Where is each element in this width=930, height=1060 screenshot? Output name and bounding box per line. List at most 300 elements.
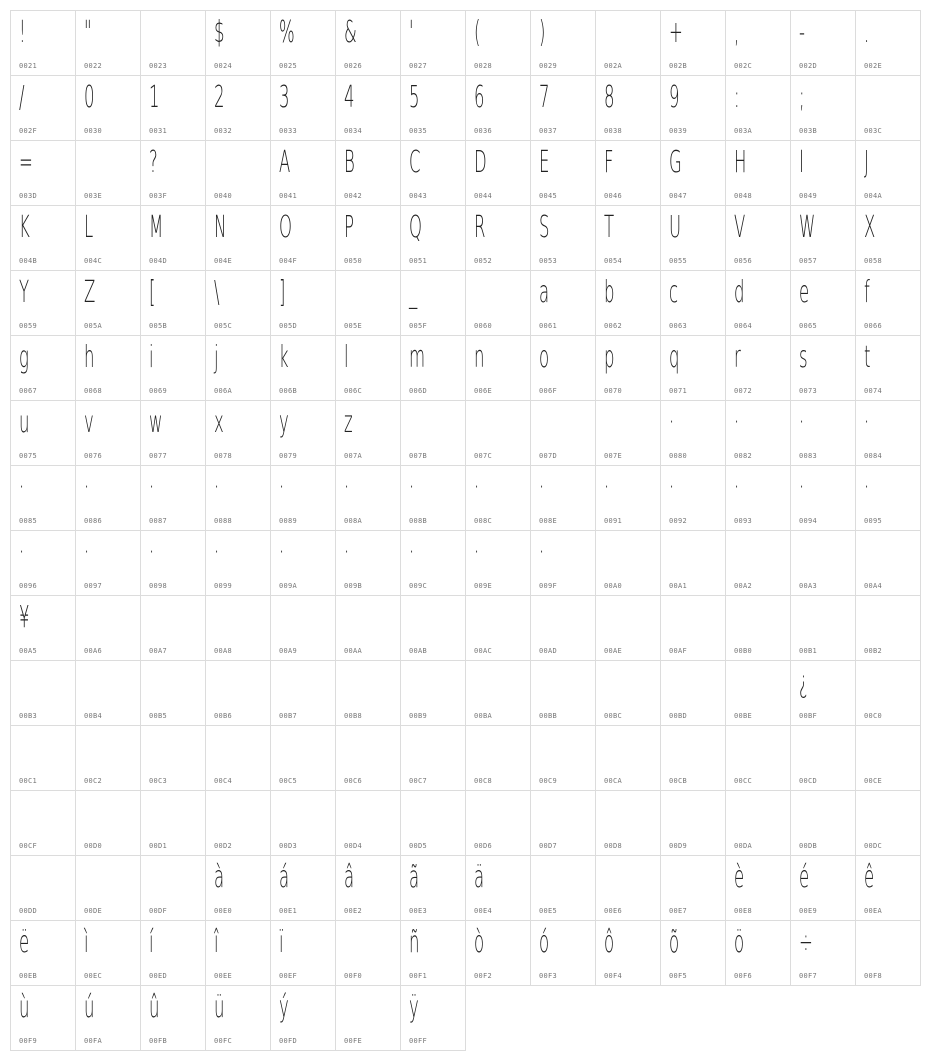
glyph-preview: U [669,210,682,245]
glyph-code-label: 00DC [864,842,883,850]
glyph-code-label: 00DE [84,907,103,915]
glyph-code-label: 0048 [734,192,753,200]
glyph-cell [335,335,401,401]
glyph-cell [75,140,141,206]
glyph-code-label: 0087 [149,517,168,525]
glyph-preview: ¿ [799,665,808,700]
glyph-cell [790,205,856,271]
glyph-cell [530,725,596,791]
glyph-cell [855,725,921,791]
glyph-code-label: 003D [19,192,38,200]
glyph-code-label: 00E8 [734,907,753,915]
glyph-preview: ô [604,925,615,960]
glyph-code-label: 00C5 [279,777,298,785]
glyph-cell [335,10,401,76]
glyph-cell [465,465,531,531]
glyph-preview: · [474,470,480,505]
glyph-code-label: 006C [344,387,363,395]
glyph-code-label: 00BA [474,712,493,720]
glyph-code-label: 0058 [864,257,883,265]
glyph-cell [75,75,141,141]
glyph-cell [270,855,336,921]
glyph-code-label: 00C7 [409,777,428,785]
glyph-code-label: 0057 [799,257,818,265]
glyph-code-label: 00DA [734,842,753,850]
glyph-cell [855,530,921,596]
glyph-code-label: 00EF [279,972,298,980]
glyph-preview: 2 [214,80,225,115]
glyph-cell [270,660,336,726]
glyph-preview: B [344,145,355,180]
glyph-code-label: 00F2 [474,972,493,980]
glyph-code-label: 0039 [669,127,688,135]
glyph-cell [205,855,271,921]
glyph-cell [790,725,856,791]
glyph-preview: I [799,145,804,180]
glyph-code-label: 00B8 [344,712,363,720]
glyph-cell [660,790,726,856]
glyph-cell [400,335,466,401]
glyph-code-label: 00EA [864,907,883,915]
glyph-cell [140,660,206,726]
glyph-preview: · [84,470,90,505]
glyph-cell [530,790,596,856]
glyph-cell [790,75,856,141]
glyph-code-label: 00A7 [149,647,168,655]
glyph-cell [205,985,271,1051]
glyph-preview: . [864,15,870,50]
glyph-cell [10,335,76,401]
glyph-cell [140,985,206,1051]
glyph-code-label: 005D [279,322,298,330]
glyph-cell [270,205,336,271]
glyph-preview: e [799,275,810,310]
glyph-code-label: 00EB [19,972,38,980]
glyph-code-label: 0080 [669,452,688,460]
glyph-code-label: 00BE [734,712,753,720]
glyph-preview: · [149,470,155,505]
glyph-code-label: 006E [474,387,493,395]
glyph-preview: b [604,275,615,310]
glyph-cell [270,920,336,986]
glyph-preview: ö [734,925,745,960]
glyph-code-label: 0088 [214,517,233,525]
glyph-code-label: 0065 [799,322,818,330]
glyph-preview: \ [214,275,220,310]
glyph-code-label: 0030 [84,127,103,135]
glyph-cell [140,790,206,856]
glyph-preview: o [539,340,550,375]
glyph-cell [595,725,661,791]
glyph-cell [855,270,921,336]
glyph-code-label: 005C [214,322,233,330]
glyph-preview: ó [539,925,550,960]
glyph-code-label: 0050 [344,257,363,265]
glyph-cell [140,140,206,206]
glyph-cell [595,465,661,531]
glyph-code-label: 00F5 [669,972,688,980]
glyph-cell [725,400,791,466]
glyph-preview: A [279,145,291,180]
glyph-preview: · [474,535,480,570]
glyph-preview: · [149,535,155,570]
glyph-code-label: 0094 [799,517,818,525]
glyph-preview: % [279,15,295,50]
glyph-cell [530,595,596,661]
glyph-code-label: 006B [279,387,298,395]
glyph-code-label: 0055 [669,257,688,265]
glyph-cell [335,920,401,986]
glyph-cell [140,400,206,466]
glyph-preview: 7 [539,80,550,115]
glyph-code-label: 00AD [539,647,558,655]
glyph-preview: s [799,340,808,375]
glyph-preview: / [19,80,25,115]
glyph-code-label: 00C8 [474,777,493,785]
glyph-preview: · [214,470,220,505]
glyph-preview: K [19,210,30,245]
glyph-code-label: 00EC [84,972,103,980]
glyph-preview: v [84,405,94,440]
glyph-code-label: 002B [669,62,688,70]
glyph-preview: á [279,860,290,895]
glyph-code-label: 0052 [474,257,493,265]
glyph-preview: è [734,860,745,895]
glyph-code-label: 00E7 [669,907,688,915]
glyph-cell [725,725,791,791]
glyph-cell [530,270,596,336]
glyph-cell [790,465,856,531]
glyph-cell [530,530,596,596]
glyph-code-label: 004B [19,257,38,265]
glyph-code-label: 00E3 [409,907,428,915]
glyph-cell [595,595,661,661]
glyph-cell [660,595,726,661]
glyph-preview: ë [19,925,30,960]
glyph-code-label: 00D6 [474,842,493,850]
glyph-code-label: 003B [799,127,818,135]
glyph-cell [75,855,141,921]
glyph-code-label: 00D8 [604,842,623,850]
glyph-code-label: 0022 [84,62,103,70]
glyph-cell [335,985,401,1051]
glyph-code-label: 00EE [214,972,233,980]
glyph-code-label: 007C [474,452,493,460]
glyph-code-label: 0042 [344,192,363,200]
glyph-cell [725,530,791,596]
glyph-cell [855,400,921,466]
glyph-code-label: 00F8 [864,972,883,980]
glyph-cell [725,920,791,986]
glyph-cell [660,855,726,921]
glyph-cell [855,920,921,986]
glyph-cell [790,530,856,596]
glyph-code-label: 008E [539,517,558,525]
glyph-cell [725,205,791,271]
glyph-code-label: 0092 [669,517,688,525]
glyph-preview: · [799,405,805,440]
glyph-code-label: 0025 [279,62,298,70]
glyph-preview: + [669,15,683,50]
glyph-code-label: 0097 [84,582,103,590]
glyph-code-label: 0023 [149,62,168,70]
glyph-cell [595,10,661,76]
glyph-code-label: 0024 [214,62,233,70]
glyph-preview: M [149,210,164,245]
glyph-preview: N [214,210,227,245]
glyph-cell [140,920,206,986]
glyph-code-label: 0036 [474,127,493,135]
glyph-cell [400,790,466,856]
glyph-code-label: 0026 [344,62,363,70]
glyph-cell [465,205,531,271]
glyph-code-label: 00E1 [279,907,298,915]
glyph-code-label: 002A [604,62,623,70]
glyph-code-label: 00DD [19,907,38,915]
glyph-code-label: 006F [539,387,558,395]
glyph-cell [725,465,791,531]
glyph-cell [75,10,141,76]
glyph-code-label: 0077 [149,452,168,460]
glyph-cell [270,400,336,466]
glyph-preview: a [539,275,550,310]
glyph-cell [465,790,531,856]
glyph-cell [725,10,791,76]
glyph-cell [790,855,856,921]
glyph-code-label: 00FD [279,1037,298,1045]
glyph-code-label: 005B [149,322,168,330]
glyph-code-label: 00AB [409,647,428,655]
glyph-code-label: 009C [409,582,428,590]
glyph-cell [75,530,141,596]
glyph-preview: : [734,80,740,115]
glyph-preview: h [84,340,95,375]
glyph-code-label: 007A [344,452,363,460]
glyph-preview: u [19,405,30,440]
glyph-code-label: 00BB [539,712,558,720]
glyph-preview: ] [279,275,286,310]
glyph-cell [530,465,596,531]
glyph-code-label: 00AF [669,647,688,655]
glyph-preview: · [734,470,740,505]
glyph-preview: J [864,145,869,180]
glyph-cell [595,530,661,596]
glyph-cell [660,270,726,336]
glyph-cell [205,270,271,336]
glyph-cell [335,725,401,791]
glyph-cell [400,985,466,1051]
glyph-cell [335,270,401,336]
glyph-code-label: 00FA [84,1037,103,1045]
glyph-preview: 0 [84,80,95,115]
glyph-code-label: 0043 [409,192,428,200]
glyph-cell [140,335,206,401]
glyph-cell [270,465,336,531]
glyph-code-label: 0082 [734,452,753,460]
glyph-code-label: 0054 [604,257,623,265]
glyph-cell [725,660,791,726]
glyph-cell [10,985,76,1051]
glyph-cell [855,205,921,271]
glyph-code-label: 003F [149,192,168,200]
glyph-cell [400,400,466,466]
glyph-code-label: 00FC [214,1037,233,1045]
glyph-cell [595,920,661,986]
glyph-code-label: 0074 [864,387,883,395]
glyph-preview: c [669,275,679,310]
glyph-preview: · [409,535,415,570]
glyph-cell [205,790,271,856]
glyph-preview: R [474,210,486,245]
glyph-cell [335,205,401,271]
glyph-code-label: 00B3 [19,712,38,720]
glyph-preview: _ [409,275,418,310]
glyph-code-label: 0078 [214,452,233,460]
glyph-cell [660,530,726,596]
glyph-code-label: 0083 [799,452,818,460]
glyph-code-label: 0056 [734,257,753,265]
glyph-cell [465,725,531,791]
glyph-preview: [ [149,275,156,310]
glyph-cell [270,530,336,596]
glyph-preview: · [539,535,545,570]
glyph-cell [75,920,141,986]
glyph-code-label: 009E [474,582,493,590]
glyph-code-label: 00B2 [864,647,883,655]
glyph-cell [595,270,661,336]
glyph-cell [400,205,466,271]
glyph-cell [465,920,531,986]
glyph-cell [10,855,76,921]
glyph-cell [335,660,401,726]
glyph-code-label: 0093 [734,517,753,525]
glyph-cell [75,270,141,336]
glyph-preview: Z [84,275,96,310]
glyph-preview: g [19,340,29,375]
glyph-code-label: 004C [84,257,103,265]
glyph-cell [205,465,271,531]
glyph-preview: t [864,340,871,375]
glyph-code-label: 00BC [604,712,623,720]
glyph-code-label: 002C [734,62,753,70]
glyph-cell [530,140,596,206]
glyph-cell [660,205,726,271]
glyph-preview: ã [409,860,420,895]
glyph-cell [465,400,531,466]
glyph-code-label: 0037 [539,127,558,135]
glyph-preview: w [149,405,163,440]
glyph-code-label: 00A8 [214,647,233,655]
glyph-preview: f [864,275,870,310]
glyph-cell [725,140,791,206]
glyph-code-label: 0070 [604,387,623,395]
glyph-code-label: 0069 [149,387,168,395]
glyph-cell [205,725,271,791]
glyph-code-label: 0096 [19,582,38,590]
glyph-preview: · [214,535,220,570]
glyph-preview: k [279,340,289,375]
glyph-preview: H [734,145,747,180]
glyph-code-label: 0095 [864,517,883,525]
glyph-code-label: 00D2 [214,842,233,850]
glyph-preview: 9 [669,80,680,115]
glyph-preview: F [604,145,614,180]
glyph-code-label: 00B4 [84,712,103,720]
glyph-code-label: 0067 [19,387,38,395]
glyph-code-label: 0075 [19,452,38,460]
glyph-preview: = [19,145,33,180]
glyph-code-label: 008A [344,517,363,525]
glyph-code-label: 00A5 [19,647,38,655]
glyph-code-label: 0045 [539,192,558,200]
glyph-cell [10,270,76,336]
glyph-cell [855,465,921,531]
glyph-cell [855,790,921,856]
glyph-preview: L [84,210,94,245]
glyph-cell [140,855,206,921]
glyph-code-label: 0079 [279,452,298,460]
glyph-cell [400,465,466,531]
glyph-cell [660,400,726,466]
glyph-cell [205,140,271,206]
glyph-preview: z [344,405,353,440]
glyph-cell [205,530,271,596]
glyph-cell [790,595,856,661]
glyph-code-label: 0062 [604,322,623,330]
glyph-cell [400,725,466,791]
glyph-preview: · [864,405,870,440]
glyph-code-label: 00AE [604,647,623,655]
glyph-cell [270,270,336,336]
glyph-code-label: 00CB [669,777,688,785]
glyph-cell [75,205,141,271]
glyph-code-label: 00A9 [279,647,298,655]
glyph-code-label: 00A1 [669,582,688,590]
glyph-preview: X [864,210,876,245]
glyph-preview: î [214,925,219,960]
glyph-cell [270,725,336,791]
glyph-cell [335,530,401,596]
glyph-code-label: 005F [409,322,428,330]
glyph-code-label: 00B5 [149,712,168,720]
glyph-preview: ä [474,860,485,895]
glyph-preview: - [799,15,805,50]
glyph-code-label: 00AA [344,647,363,655]
glyph-cell [400,530,466,596]
glyph-cell [790,660,856,726]
glyph-cell [205,335,271,401]
glyph-preview: q [669,340,680,375]
glyph-code-label: 0068 [84,387,103,395]
glyph-preview: Q [409,210,422,245]
glyph-code-label: 00B1 [799,647,818,655]
glyph-cell [660,10,726,76]
glyph-code-label: 00C9 [539,777,558,785]
glyph-code-label: 0053 [539,257,558,265]
glyph-code-label: 0021 [19,62,38,70]
glyph-preview: · [279,470,285,505]
glyph-cell [270,985,336,1051]
glyph-code-label: 0099 [214,582,233,590]
glyph-code-label: 00CE [864,777,883,785]
glyph-preview: à [214,860,225,895]
glyph-preview: y [279,405,289,440]
glyph-code-label: 003A [734,127,753,135]
glyph-cell [725,790,791,856]
glyph-code-label: 0063 [669,322,688,330]
glyph-preview: j [214,340,219,375]
glyph-cell [140,75,206,141]
